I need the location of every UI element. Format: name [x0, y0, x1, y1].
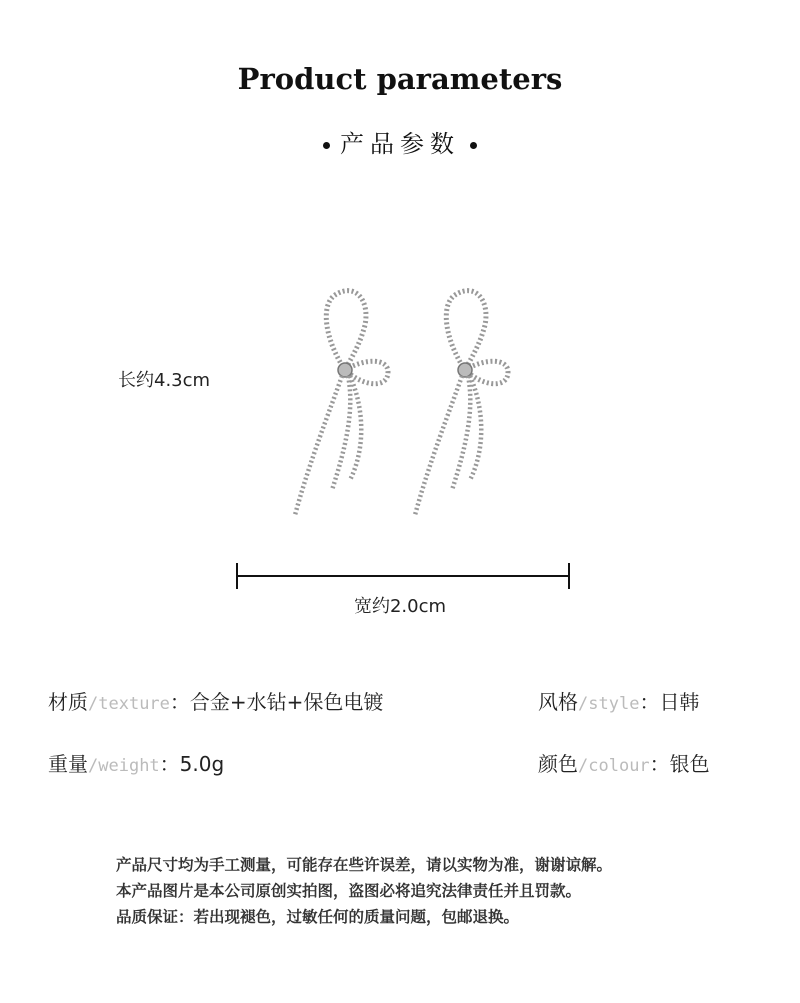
bullet-dot-left: [323, 142, 330, 149]
param-weight-value: 5.0g: [179, 752, 225, 776]
bullet-dot-right: [470, 142, 477, 149]
width-label: 宽约2.0cm: [353, 596, 447, 617]
note-line: 本产品图片是本公司原创实拍图，盗图必将追究法律责任并且罚款。: [116, 882, 582, 900]
param-texture-en: texture: [98, 694, 170, 714]
param-texture: [48, 686, 383, 715]
subtitle-text: 产品参数: [340, 130, 460, 158]
param-colour-label: 颜色: [538, 752, 578, 776]
param-style-value: 日韩: [659, 690, 700, 714]
param-weight-label: 重量: [48, 752, 88, 776]
page-subtitle: [0, 124, 800, 159]
page-title: Product parameters: [237, 62, 563, 96]
param-colour-colon: ：: [649, 752, 670, 776]
param-texture-label: 材质: [48, 690, 88, 714]
param-colour-en: colour: [588, 756, 650, 776]
param-style-en: style: [588, 694, 640, 714]
param-texture-colon: ：: [169, 690, 190, 714]
note-line: 品质保证：若出现褪色，过敏任何的质量问题，包邮退换。: [116, 908, 520, 926]
param-weight-en: weight: [98, 756, 160, 776]
measure-bar: [236, 575, 570, 577]
measure-cap-right: [568, 563, 570, 589]
param-weight-sep: /: [88, 756, 99, 776]
param-weight-colon: ：: [159, 752, 180, 776]
param-style-sep: /: [578, 694, 589, 714]
param-style-label: 风格: [538, 690, 578, 714]
param-style-colon: ：: [639, 690, 660, 714]
notes-block: [116, 852, 612, 930]
length-label: 长约4.3cm: [118, 370, 211, 391]
param-style: [538, 686, 699, 715]
earring-left: [295, 291, 388, 515]
param-weight: [48, 748, 224, 777]
earrings-image: [270, 270, 560, 530]
param-texture-value: 合金+水钻+保色电镀: [189, 690, 384, 714]
param-texture-sep: /: [88, 694, 99, 714]
param-colour: [538, 748, 710, 777]
param-colour-value: 银色: [669, 752, 710, 776]
width-measure-line: [236, 563, 570, 589]
note-line: 产品尺寸均为手工测量，可能存在些许误差，请以实物为准，谢谢谅解。: [116, 856, 613, 874]
param-colour-sep: /: [578, 756, 589, 776]
earring-right: [415, 291, 508, 515]
